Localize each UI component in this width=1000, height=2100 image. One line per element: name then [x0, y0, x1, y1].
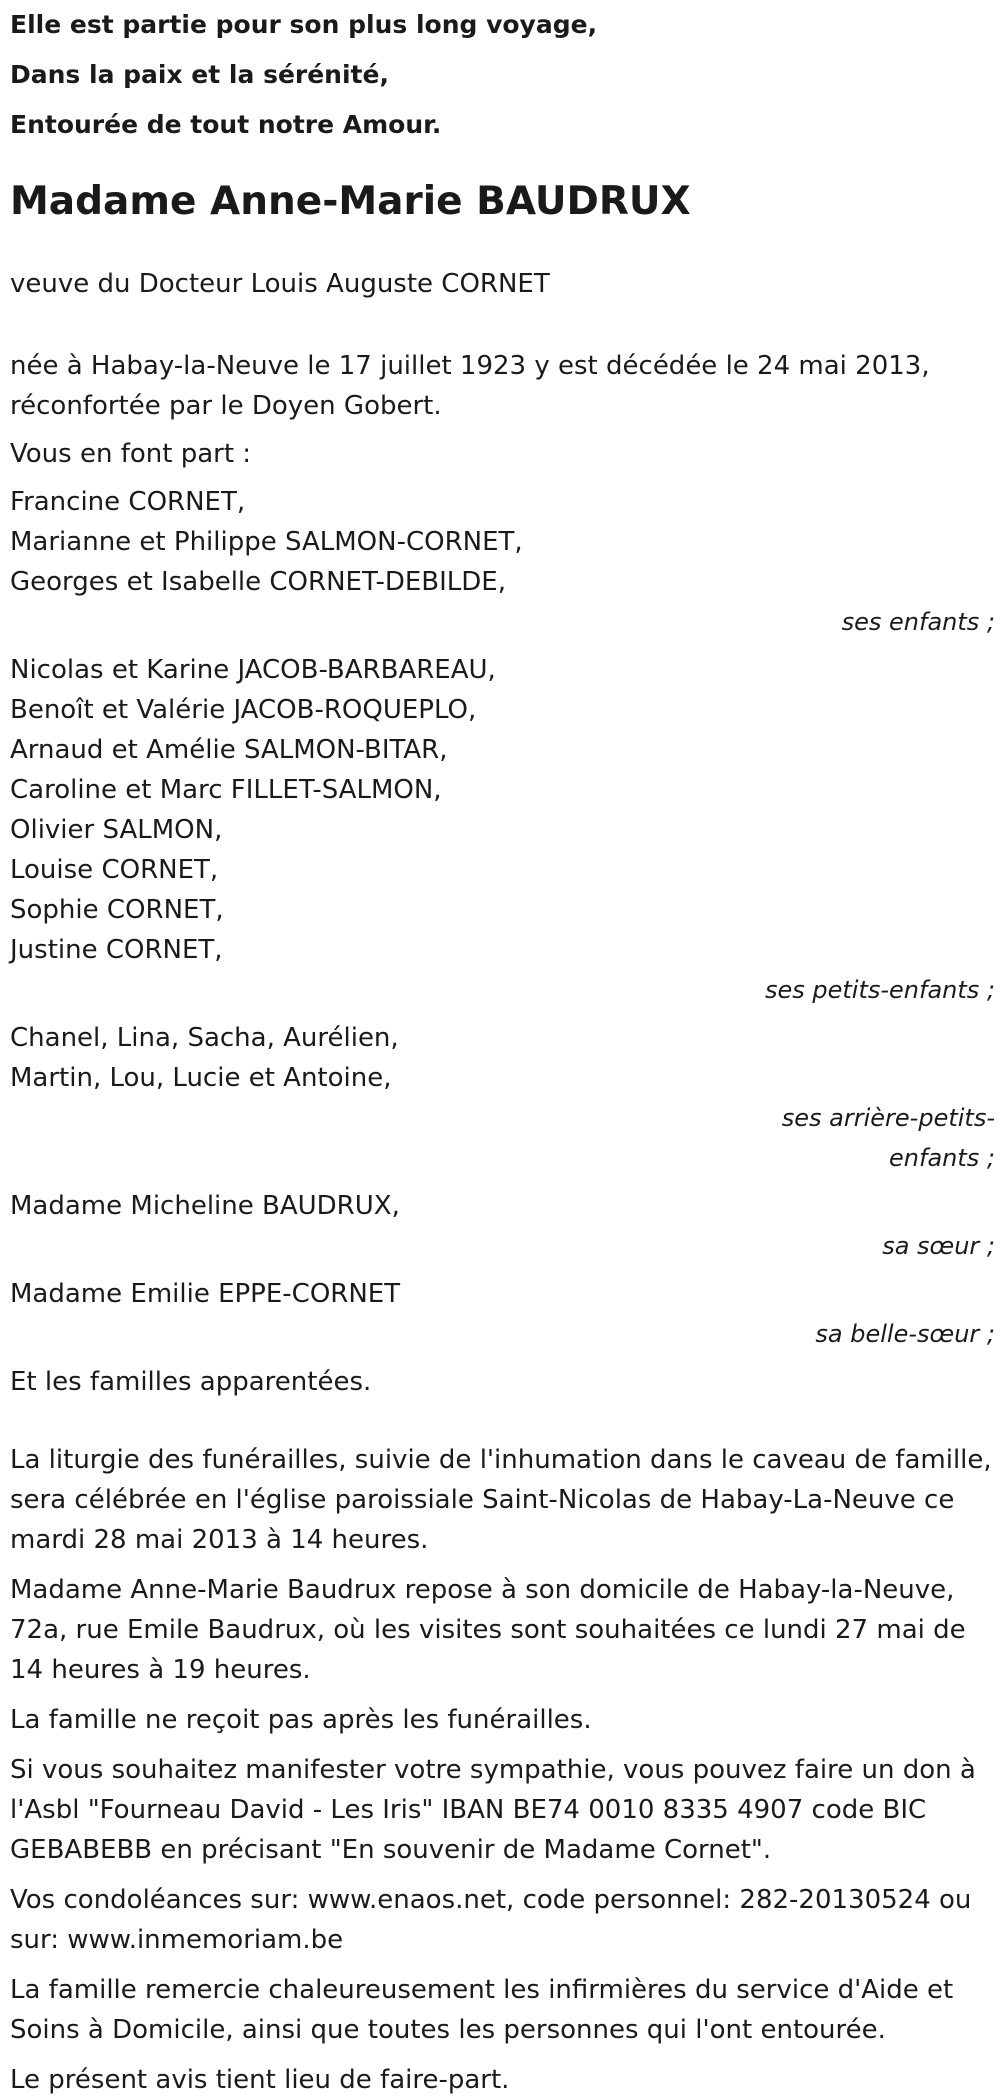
family-member: Francine CORNET,	[10, 487, 246, 517]
funeral-details: La liturgie des funérailles, suivie de l'inhumation dans le caveau de famille, sera célébrée en l'église paroissiale Saint-Nicolas de Habay-La-Neuve ce mardi 28 mai 2013 à 14 heures.	[10, 1445, 992, 1555]
family-sister-in-law	[10, 1274, 995, 1354]
relation-label-line: ses arrière-petits-	[781, 1104, 995, 1132]
family-member: Martin, Lou, Lucie et Antoine,	[10, 1063, 392, 1093]
condolences-info: Vos condoléances sur: www.enaos.net, code personnel: 282-20130524 ou sur: www.inmemoriam.be	[10, 1885, 972, 1955]
closing-line: Et les familles apparentées.	[10, 1367, 372, 1397]
family-member: Justine CORNET,	[10, 935, 223, 965]
family-member: Louise CORNET,	[10, 855, 219, 885]
birth-line: réconfortée par le Doyen Gobert.	[10, 391, 442, 421]
deceased-name: Madame Anne-Marie BAUDRUX	[10, 179, 691, 224]
family-great-grandchildren	[10, 1018, 995, 1178]
family-member: Nicolas et Karine JACOB-BARBAREAU,	[10, 655, 496, 685]
visitation-details: Madame Anne-Marie Baudrux repose à son domicile de Habay-la-Neuve, 72a, rue Emile Baudrux, où les visites sont souhaitées ce lundi 27 mai de 14 heures à 19 heures.	[10, 1575, 966, 1685]
family-grandchildren	[10, 650, 995, 1010]
family-member: Caroline et Marc FILLET-SALMON,	[10, 775, 442, 805]
widow-line: veuve du Docteur Louis Auguste CORNET	[10, 269, 550, 299]
opening-verse	[10, 0, 995, 150]
relation-label: sa belle-sœur ;	[815, 1320, 995, 1348]
reception-note: La famille ne reçoit pas après les funérailles.	[10, 1705, 592, 1735]
verse-line: Entourée de tout notre Amour.	[10, 110, 442, 139]
family-member: Madame Micheline BAUDRUX,	[10, 1191, 400, 1221]
relation-label	[765, 1098, 995, 1178]
family-member: Benoît et Valérie JACOB-ROQUEPLO,	[10, 695, 477, 725]
family-member: Chanel, Lina, Sacha, Aurélien,	[10, 1023, 399, 1053]
family-member: Georges et Isabelle CORNET-DEBILDE,	[10, 567, 506, 597]
notice-footer: Le présent avis tient lieu de faire-part.	[10, 2065, 510, 2095]
relation-label-line: enfants ;	[889, 1144, 995, 1172]
family-member: Marianne et Philippe SALMON-CORNET,	[10, 527, 523, 557]
family-member: Madame Emilie EPPE-CORNET	[10, 1279, 401, 1309]
thanks-note: La famille remercie chaleureusement les infirmières du service d'Aide et Soins à Domicile, ainsi que toutes les personnes qui l'ont entourée.	[10, 1975, 954, 2045]
relation-label: ses petits-enfants ;	[764, 976, 995, 1004]
relation-label: ses enfants ;	[841, 608, 995, 636]
family-sister	[10, 1186, 995, 1266]
birth-line: née à Habay-la-Neuve le 17 juillet 1923 y est décédée le 24 mai 2013,	[10, 351, 930, 381]
verse-line: Elle est partie pour son plus long voyage,	[10, 10, 598, 39]
relation-label: sa sœur ;	[882, 1232, 995, 1260]
family-member: Olivier SALMON,	[10, 815, 223, 845]
announce-line: Vous en font part :	[10, 439, 252, 469]
family-member: Arnaud et Amélie SALMON-BITAR,	[10, 735, 448, 765]
birth-death-info	[10, 346, 995, 426]
family-children	[10, 482, 995, 642]
donation-info: Si vous souhaitez manifester votre sympathie, vous pouvez faire un don à l'Asbl "Fourneau David - Les Iris" IBAN BE74 0010 8335 4907 code BIC GEBABEBB en précisant "En souvenir de Madame Cornet".	[10, 1755, 976, 1865]
obituary-notice	[10, 0, 995, 2100]
family-member: Sophie CORNET,	[10, 895, 224, 925]
verse-line: Dans la paix et la sérénité,	[10, 60, 389, 89]
